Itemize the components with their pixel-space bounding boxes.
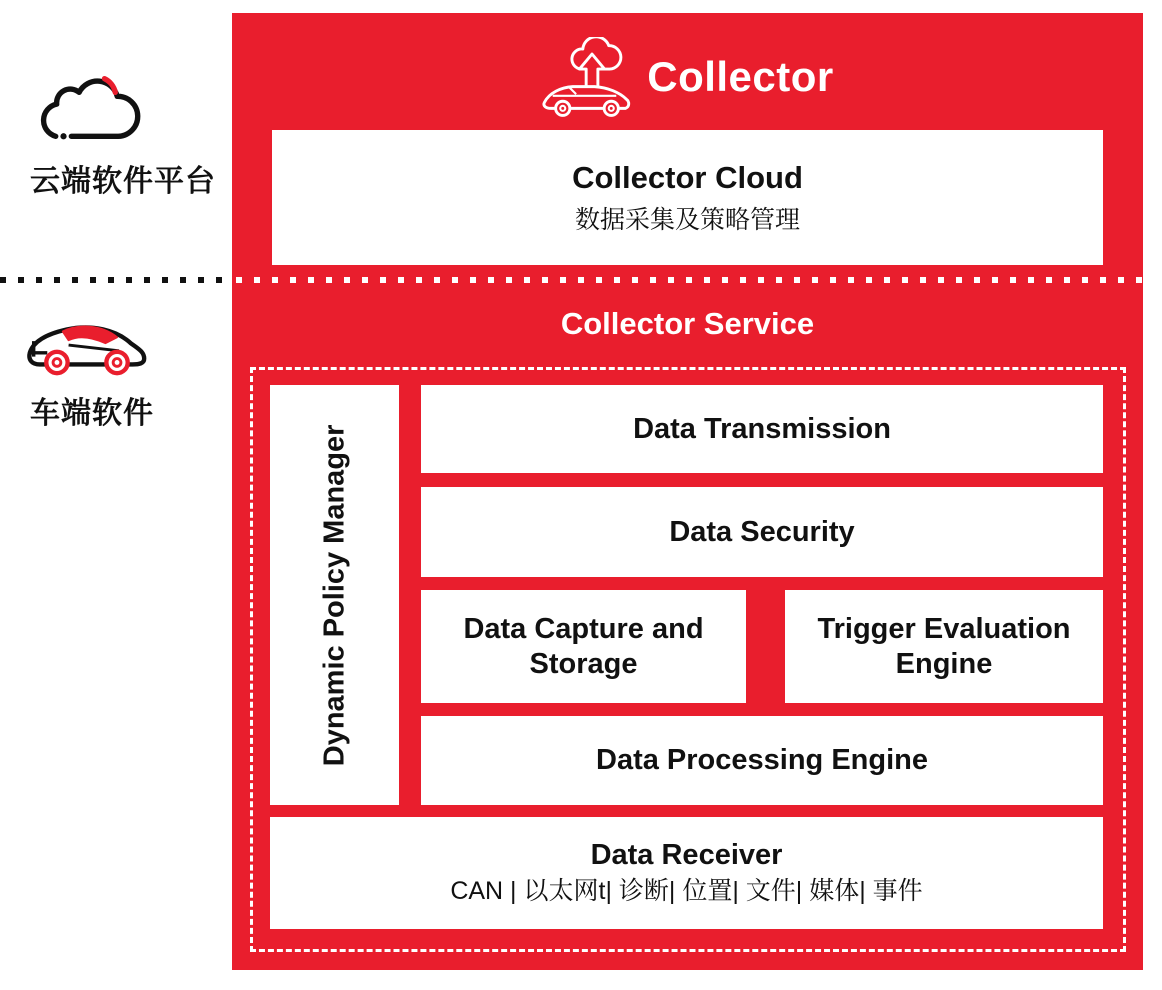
- data-security-label: Data Security: [669, 515, 855, 548]
- left-column: [0, 0, 232, 990]
- data-processing-engine-label: Data Processing Engine: [596, 744, 928, 777]
- data-processing-engine-box: [421, 716, 1103, 805]
- collector-cloud-subtitle: 数据采集及策略管理: [574, 205, 800, 234]
- collector-cloud-box: [272, 130, 1103, 265]
- dotted-divider-right: [236, 277, 1143, 283]
- collector-service-title: Collector Service: [560, 306, 815, 341]
- dynamic-policy-manager-box: [270, 385, 399, 805]
- car-cloud-upload-icon: [541, 37, 633, 117]
- collector-cloud-title: Collector Cloud: [572, 159, 803, 195]
- data-receiver-channels: CAN | 以太网t| 诊断| 位置| 文件| 媒体| 事件: [450, 877, 923, 906]
- dotted-divider-left: [0, 277, 232, 283]
- cloud-icon: [26, 66, 144, 148]
- data-transmission-box: [421, 385, 1103, 473]
- collector-header: [232, 37, 1143, 117]
- data-security-box: [421, 487, 1103, 577]
- car-icon: [24, 314, 150, 378]
- trigger-evaluation-engine-box: [785, 590, 1103, 703]
- page-title: Collector: [647, 53, 834, 100]
- data-receiver-title: Data Receiver: [590, 839, 783, 872]
- data-capture-storage-label: Data Capture and Storage: [463, 612, 704, 680]
- data-receiver-box: [270, 817, 1103, 929]
- cloud-platform-label: 云端软件平台: [30, 165, 216, 198]
- trigger-evaluation-engine-label: Trigger Evaluation Engine: [817, 612, 1071, 680]
- collector-panel: [232, 13, 1143, 970]
- data-transmission-label: Data Transmission: [633, 412, 891, 445]
- dynamic-policy-manager-label: Dynamic Policy Manager: [318, 424, 351, 766]
- vehicle-software-label: 车端软件: [30, 397, 154, 430]
- data-capture-storage-box: [421, 590, 746, 703]
